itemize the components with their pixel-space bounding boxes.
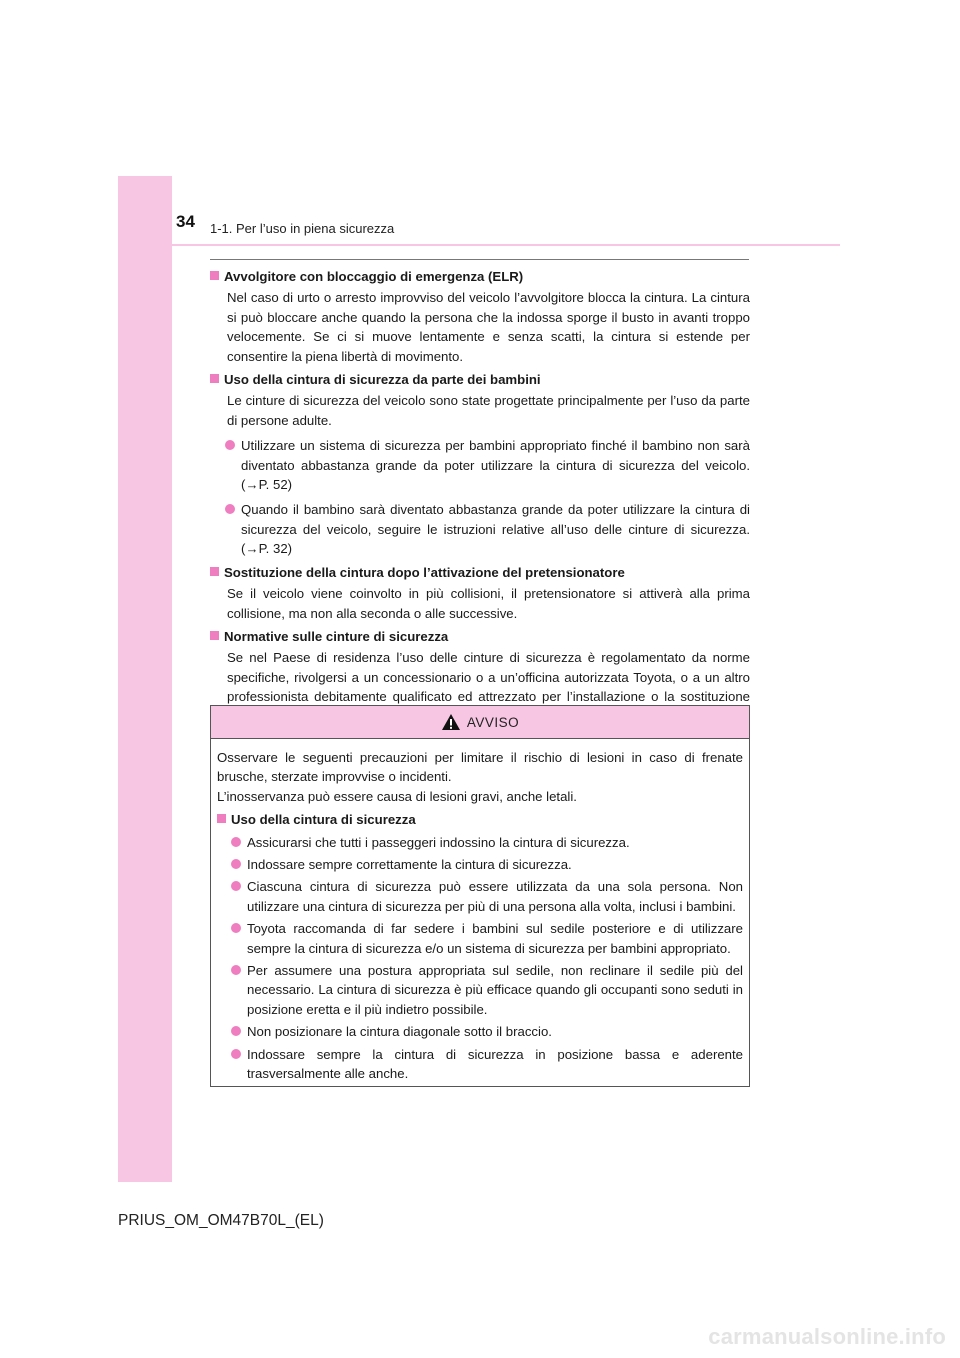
square-bullet-icon bbox=[210, 374, 219, 383]
section-title: 1-1. Per l’uso in piena sicurezza bbox=[210, 221, 395, 236]
section-heading: Sostituzione della cintura dopo l’attivazione del pretensionatore bbox=[210, 563, 750, 582]
side-color-band bbox=[118, 176, 172, 1182]
round-bullet-icon bbox=[231, 965, 241, 975]
section-text: Se nel Paese di residenza l’uso delle cinture di sicurezza è regolamentato da norme specifiche, rivolgersi a un concessionario o a un’officina autorizzata Toyota, o a un altro professionista debitamente qualificato ed attrezzato per l’installazione o la sostituzione bbox=[227, 650, 750, 705]
list-item: Per assumere una postura appropriata sul sedile, non reclinare il sedile più del necessario. La cintura di sicurezza è più efficace quando gli occupanti sono seduti in posizione eretta e il più indietro possibile. bbox=[217, 961, 743, 1019]
square-bullet-icon bbox=[217, 814, 226, 823]
list-item: Utilizzare un sistema di sicurezza per bambini appropriato finché il bambino non sarà diventato abbastanza grande da poter utilizzare la cintura di sicurezza del veicolo. (→P. 52) bbox=[210, 436, 750, 494]
warning-box bbox=[210, 705, 750, 1087]
list-item: Ciascuna cintura di sicurezza può essere utilizzata da una sola persona. Non utilizzare una cintura di sicurezza per più di una persona alla volta, inclusi i bambini. bbox=[217, 877, 743, 916]
section-heading: Normative sulle cinture di sicurezza bbox=[210, 627, 750, 646]
document-code: PRIUS_OM_OM47B70L_(EL) bbox=[118, 1212, 324, 1229]
list-item: Indossare sempre la cintura di sicurezza in posizione bassa e aderente trasversalmente alle anche. bbox=[217, 1045, 743, 1084]
section-children bbox=[210, 370, 750, 559]
square-bullet-icon bbox=[210, 271, 219, 280]
section-heading: Avvolgitore con bloccaggio di emergenza (ELR) bbox=[210, 267, 750, 286]
section-heading: Uso della cintura di sicurezza da parte dei bambini bbox=[210, 370, 750, 389]
section-text: Le cinture di sicurezza del veicolo sono state progettate principalmente per l’uso da parte di persone adulte. bbox=[227, 393, 750, 428]
square-bullet-icon bbox=[210, 631, 219, 640]
warning-triangle-icon bbox=[441, 713, 461, 731]
list-item: Assicurarsi che tutti i passeggeri indossino la cintura di sicurezza. bbox=[217, 833, 743, 852]
list-item: Quando il bambino sarà diventato abbastanza grande da poter utilizzare la cintura di sicurezza del veicolo, seguire le istruzioni relative all’uso delle cinture di sicurezza. (→P. 32) bbox=[210, 500, 750, 558]
watermark: carmanualsonline.info bbox=[708, 1324, 946, 1349]
list-item: Non posizionare la cintura diagonale sotto il braccio. bbox=[217, 1022, 743, 1041]
warning-title: AVVISO bbox=[466, 714, 520, 730]
round-bullet-icon bbox=[231, 1026, 241, 1036]
square-bullet-icon bbox=[210, 567, 219, 576]
warning-intro: Osservare le seguenti precauzioni per limitare il rischio di lesioni in caso di frenate brusche, sterzate improvvise o incidenti. L’inosservanza può essere causa di lesioni gravi, anche letali. bbox=[217, 750, 743, 804]
list-item: Indossare sempre correttamente la cintura di sicurezza. bbox=[217, 855, 743, 874]
round-bullet-icon bbox=[231, 881, 241, 891]
round-bullet-icon bbox=[231, 1049, 241, 1059]
round-bullet-icon bbox=[231, 859, 241, 869]
round-bullet-icon bbox=[225, 440, 235, 450]
round-bullet-icon bbox=[231, 837, 241, 847]
warning-body bbox=[211, 748, 749, 1084]
divider bbox=[210, 259, 749, 260]
round-bullet-icon bbox=[231, 923, 241, 933]
warning-heading: Uso della cintura di sicurezza bbox=[217, 810, 743, 829]
section-text: Nel caso di urto o arresto improvviso del veicolo l’avvolgitore blocca la cintura. La cintura si può bloccare anche quando la persona che la indossa sporge il busto in avanti troppo velocemente. Se ci si muove lentamente e senza scatti, la cintura si estende per consentire la piena libertà di movimento. bbox=[227, 290, 750, 364]
section-text: Se il veicolo viene coinvolto in più collisioni, il pretensionatore si attiverà alla prima collisione, ma non alla seconda o alle successive. bbox=[227, 586, 750, 621]
section-pretensioner bbox=[210, 563, 750, 623]
section-elr bbox=[210, 267, 750, 366]
page-number: 34 bbox=[176, 212, 195, 231]
main-content bbox=[210, 267, 750, 730]
list-item: Toyota raccomanda di far sedere i bambini sul sedile posteriore e di utilizzare sempre la cintura di sicurezza e/o un sistema di sicurezza per bambini appropriato. bbox=[217, 919, 743, 958]
round-bullet-icon bbox=[225, 504, 235, 514]
warning-header bbox=[211, 706, 749, 739]
